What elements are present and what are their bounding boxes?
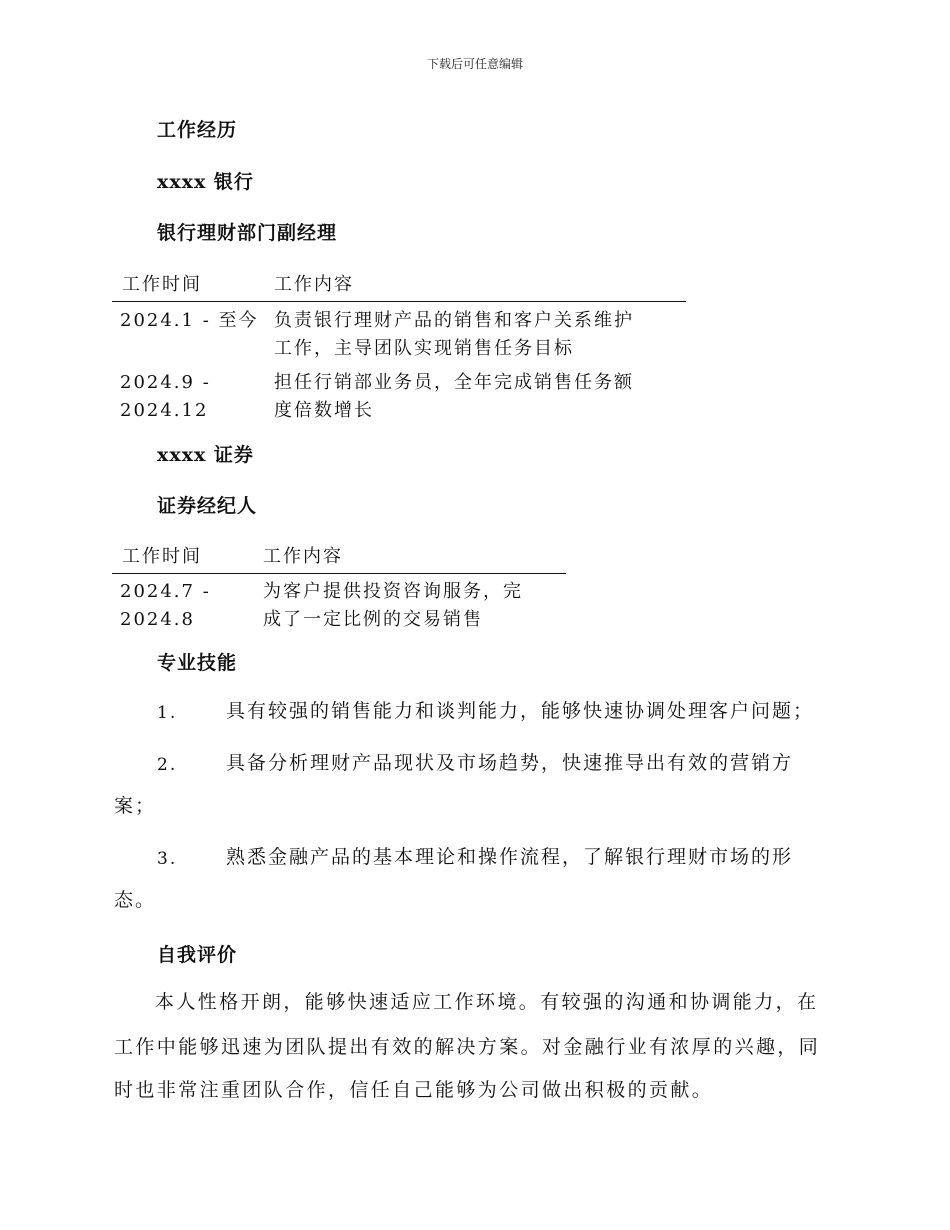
table-divider	[112, 301, 686, 302]
table-cell-content-cont: 成了一定比例的交易销售	[263, 609, 483, 630]
skill-text: 熟悉金融产品的基本理论和操作流程，了解银行理财市场的形	[226, 846, 794, 868]
skill-text: 具备分析理财产品现状及市场趋势，快速推导出有效的营销方	[226, 752, 794, 774]
table-header-content: 工作内容	[263, 546, 343, 567]
skill-number: 3.	[157, 849, 178, 869]
skill-text: 具有较强的销售能力和谈判能力，能够快速协调处理客户问题；	[226, 700, 815, 722]
company-name: xxxx 银行	[157, 171, 254, 193]
table-cell-content: 负责银行理财产品的销售和客户关系维护	[274, 310, 634, 331]
self-evaluation-heading: 自我评价	[157, 944, 238, 966]
work-experience-heading: 工作经历	[157, 119, 238, 141]
table-header-time: 工作时间	[122, 274, 202, 295]
page-header-note: 下载后可任意编辑	[426, 57, 523, 71]
skill-text-cont: 态。	[114, 889, 157, 911]
skill-number: 2.	[157, 755, 178, 775]
self-evaluation-line: 本人性格开朗，能够快速适应工作环境。有较强的沟通和协调能力，在	[155, 991, 819, 1013]
table-header-time: 工作时间	[122, 546, 202, 567]
table-cell-time-cont: 2024.8	[120, 609, 195, 630]
table-cell-time: 2024.1 - 至今	[120, 310, 259, 331]
skills-heading: 专业技能	[157, 652, 238, 674]
self-evaluation-line: 时也非常注重团队合作，信任自己能够为公司做出积极的贡献。	[114, 1079, 714, 1101]
skill-text-cont: 案；	[114, 795, 157, 817]
table-cell-content-cont: 工作，主导团队实现销售任务目标	[274, 338, 574, 359]
table-cell-content: 担任行销部业务员，全年完成销售任务额	[274, 372, 634, 393]
skill-number: 1.	[157, 703, 178, 723]
table-cell-content-cont: 度倍数增长	[274, 400, 374, 421]
table-cell-content: 为客户提供投资咨询服务，完	[263, 581, 523, 602]
table-cell-time: 2024.9 -	[120, 372, 211, 393]
table-cell-time: 2024.7 -	[120, 581, 211, 602]
table-cell-time-cont: 2024.12	[120, 400, 209, 421]
self-evaluation-line: 工作中能够迅速为团队提出有效的解决方案。对金融行业有浓厚的兴趣，同	[114, 1036, 821, 1058]
position-title: 证券经纪人	[157, 495, 258, 517]
company-name: xxxx 证券	[157, 444, 254, 466]
table-divider	[112, 573, 566, 574]
position-title: 银行理财部门副经理	[157, 222, 338, 244]
table-header-content: 工作内容	[274, 274, 354, 295]
